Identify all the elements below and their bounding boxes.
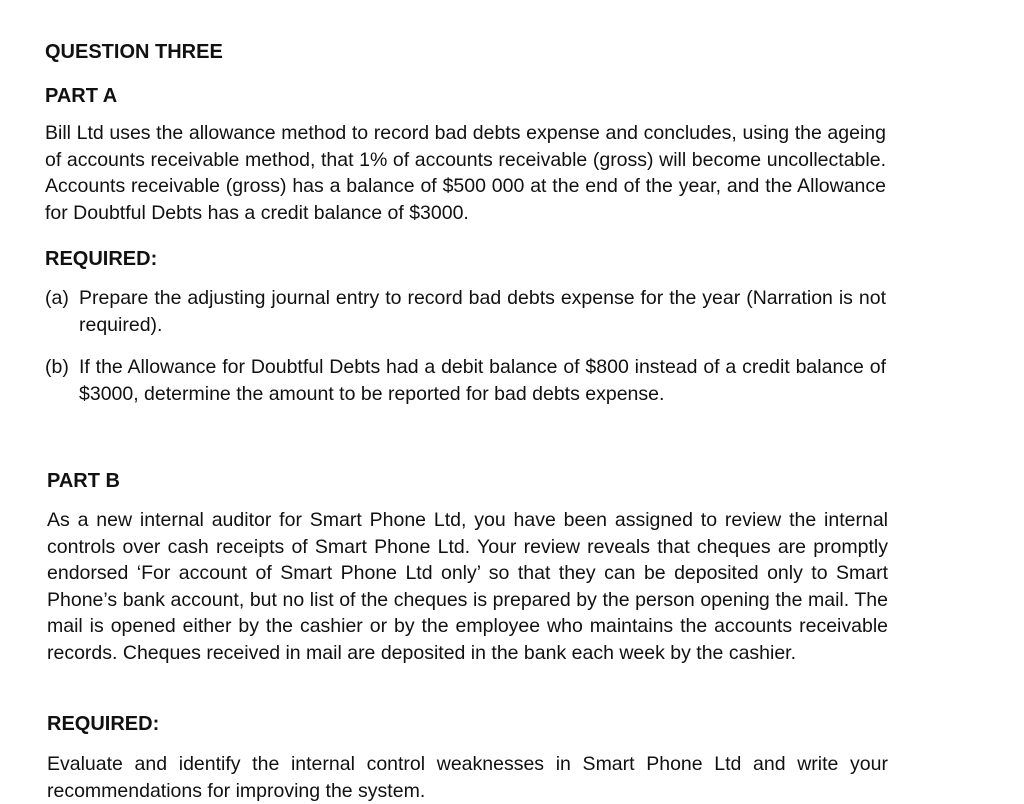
item-b-marker: (b) (45, 356, 69, 378)
part-b-paragraph: As a new internal auditor for Smart Phone Ltd, you have been assigned to review the internal controls over cash receipts of Smart Phone Ltd. Your review reveals that cheques are promptly endorsed ‘For account of Smart Phone Ltd only’ so that they can be deposited only to Smart Phone’s bank account, but no list of the cheques is prepared by the person opening the mail. The mail is opened either by the cashier or by the employee who maintains the accounts receivable records. Cheques received in mail are deposited in the bank each week by the cashier. (47, 509, 888, 664)
item-b-text: If the Allowance for Doubtful Debts had a debit balance of $800 instead of a credit balance of $3000, determine the amount to be reported for bad debts expense. (79, 356, 886, 405)
part-a-item-a (45, 285, 886, 338)
part-a-item-b (45, 354, 886, 407)
part-b-required-label: REQUIRED: (47, 713, 160, 735)
part-b-heading: PART B (47, 470, 120, 492)
item-a-marker: (a) (45, 287, 69, 309)
part-a-heading: PART A (45, 85, 118, 107)
item-a-text: Prepare the adjusting journal entry to record bad debts expense for the year (Narration is not required). (79, 287, 886, 336)
part-a-required-label: REQUIRED: (45, 248, 158, 270)
part-b-task: Evaluate and identify the internal control weaknesses in Smart Phone Ltd and write your recommendations for improving the system. (47, 753, 888, 802)
question-title: QUESTION THREE (45, 41, 223, 63)
part-a-paragraph: Bill Ltd uses the allowance method to record bad debts expense and concludes, using the ageing of accounts receivable method, that 1% of accounts receivable (gross) will become uncollectable. Accounts receivable (gross) has a balance of $500 000 at the end of the year, and the Allowance for Doubtful Debts has a credit balance of $3000. (45, 122, 886, 224)
